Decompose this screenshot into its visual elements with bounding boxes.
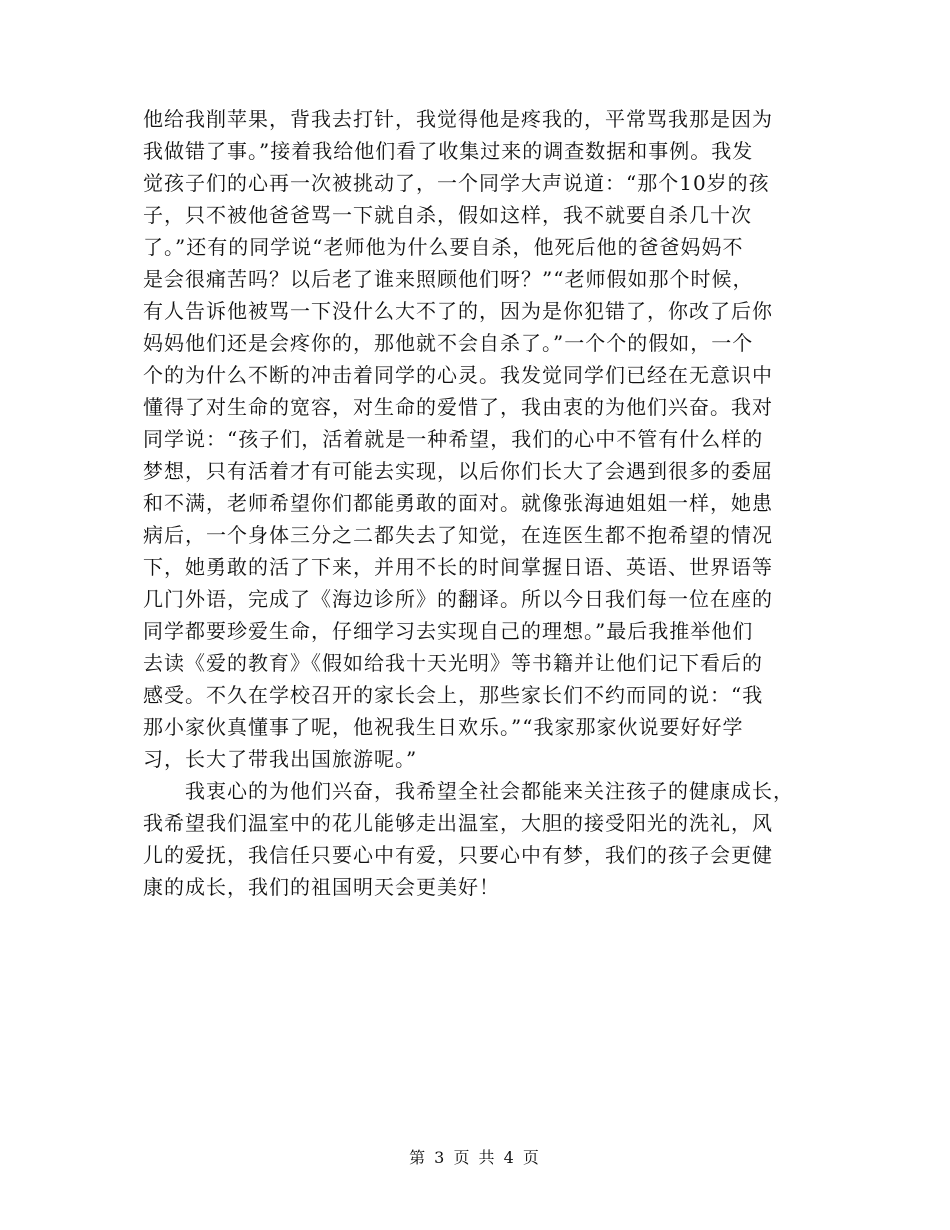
text-line: 了。”还有的同学说“老师他为什么要自杀，他死后他的爸爸妈妈不 — [143, 235, 744, 259]
text-line: 病后，一个身体三分之二都失去了知觉，在连医生都不抱希望的情况 — [143, 523, 773, 547]
text-line: 康的成长，我们的祖国明天会更美好！ — [143, 875, 500, 899]
text-line: 同学说：“孩子们，活着就是一种希望，我们的心中不管有什么样的 — [143, 427, 764, 451]
text-line: 习，长大了带我出国旅游呢。” — [143, 747, 418, 771]
text-line: 我希望我们温室中的花儿能够走出温室，大胆的接受阳光的洗礼，风 — [143, 811, 773, 835]
text-line: 儿的爱抚，我信任只要心中有爱，只要心中有梦，我们的孩子会更健 — [143, 843, 773, 867]
text-line: 和不满，老师希望你们都能勇敢的面对。就像张海迪姐姐一样，她患 — [143, 491, 773, 515]
text-line: 下，她勇敢的活了下来，并用不长的时间掌握日语、英语、世界语等 — [143, 555, 773, 579]
text-line: 子，只不被他爸爸骂一下就自杀，假如这样，我不就要自杀几十次 — [143, 203, 752, 227]
text-line: 梦想，只有活着才有可能去实现，以后你们长大了会遇到很多的委屈 — [143, 459, 773, 483]
paragraph-2 — [143, 775, 808, 903]
body-text — [143, 103, 808, 903]
text-line: 有人告诉他被骂一下没什么大不了的，因为是你犯错了，你改了后你 — [143, 299, 773, 323]
text-line: 是会很痛苦吗？以后老了谁来照顾他们呀？”“老师假如那个时候， — [143, 267, 754, 291]
text-line: 他给我削苹果，背我去打针，我觉得他是疼我的，平常骂我那是因为 — [143, 107, 773, 131]
text-line: 觉孩子们的心再一次被挑动了，一个同学大声说道：“那个10岁的孩 — [143, 171, 770, 195]
paragraph-1 — [143, 103, 808, 775]
text-line: 感受。不久在学校召开的家长会上，那些家长们不约而同的说：“我 — [143, 683, 764, 707]
text-line: 同学都要珍爱生命，仔细学习去实现自己的理想。”最后我推举他们 — [143, 619, 754, 643]
text-line: 我做错了事。”接着我给他们看了收集过来的调查数据和事例。我发 — [143, 139, 754, 163]
text-line: 我衷心的为他们兴奋，我希望全社会都能来关注孩子的健康成长， — [185, 779, 794, 803]
text-line: 懂得了对生命的宽容，对生命的爱惜了，我由衷的为他们兴奋。我对 — [143, 395, 773, 419]
text-line: 去读《爱的教育》《假如给我十天光明》等书籍并让他们记下看后的 — [143, 651, 763, 675]
text-line: 妈妈他们还是会疼你的，那他就不会自杀了。”一个个的假如，一个 — [143, 331, 754, 355]
text-line: 个的为什么不断的冲击着同学的心灵。我发觉同学们已经在无意识中 — [143, 363, 773, 387]
text-line: 那小家伙真懂事了呢，他祝我生日欢乐。”“我家那家伙说要好好学 — [143, 715, 744, 739]
page-number-footer: 第 3 页 共 4 页 — [409, 1148, 541, 1167]
text-line: 几门外语，完成了《海边诊所》的翻译。所以今日我们每一位在座的 — [143, 587, 773, 611]
